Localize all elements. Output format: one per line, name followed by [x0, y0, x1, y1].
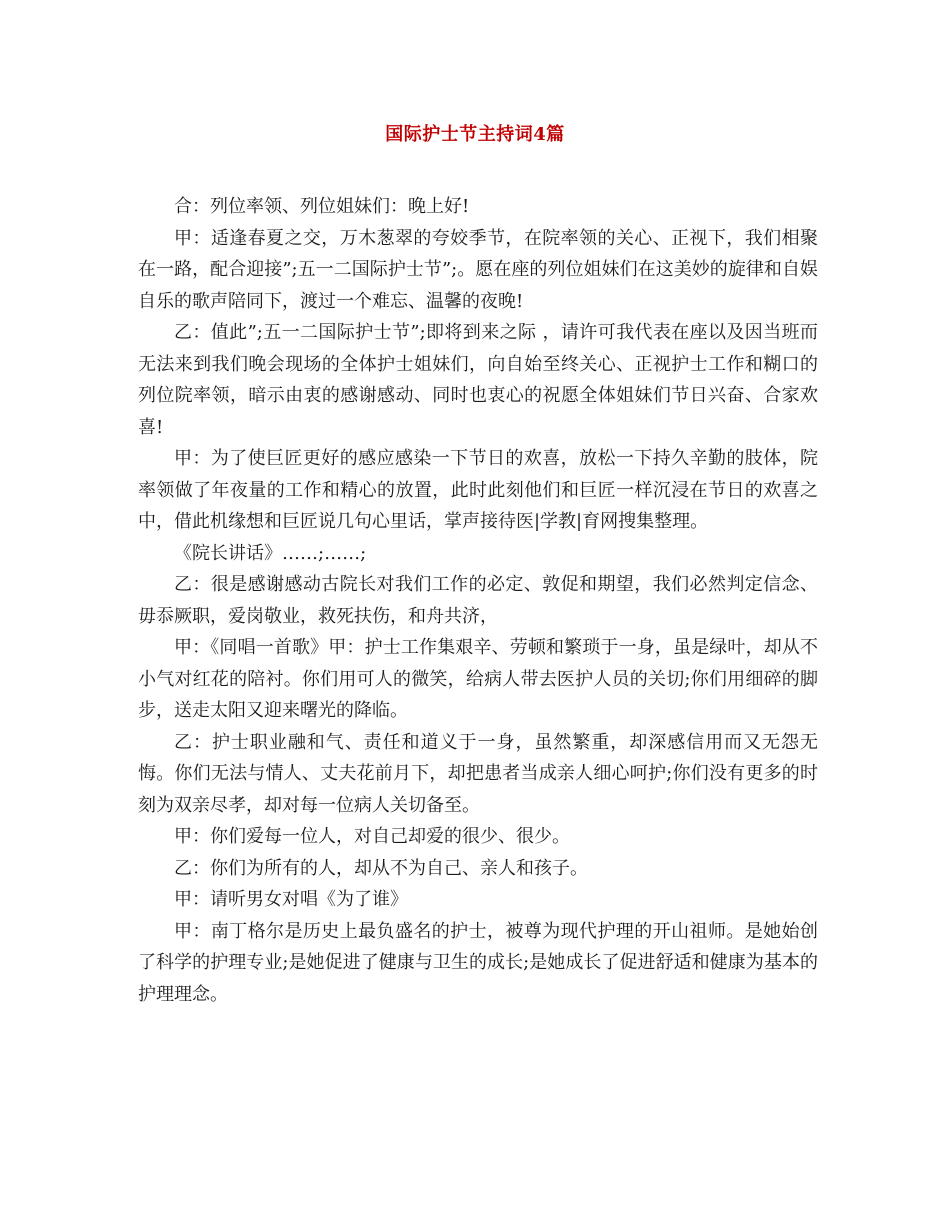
paragraph: 合：列位率领、列位姐妹们：晚上好! [174, 196, 470, 217]
paragraph: 甲：请听男女对唱《为了谁》 [174, 889, 408, 910]
document-body [138, 191, 818, 1010]
paragraph: 甲：南丁格尔是历史上最负盛名的护士，被尊为现代护理的开山祖师。是她始创了科学的护理专业;是她促进了健康与卫生的成长;是她成长了促进舒适和健康为基本的护理理念。 [138, 920, 818, 1005]
paragraph: 《院长讲话》……;……; [174, 542, 367, 564]
paragraph: 甲：适逢春夏之交，万木葱翠的夸姣季节，在院率领的关心、正视下，我们相聚在一路，配合迎接”;五一二国际护士节”;。愿在座的列位姐妹们在这美妙的旋律和自娱自乐的歌声陪同下，渡过一个难忘、温馨的夜晚! [138, 227, 818, 312]
paragraph: 甲：《同唱一首歌》甲：护士工作集艰辛、劳顿和繁琐于一身，虽是绿叶，却从不小气对红花的陪衬。你们用可人的微笑，给病人带去医护人员的关切;你们用细碎的脚步，送走太阳又迎来曙光的降临。 [138, 637, 818, 721]
document-title: 国际护士节主持词4篇 [385, 124, 565, 145]
paragraph: 乙：值此”;五一二国际护士节”;即将到来之际 ，请许可我代表在座以及因当班而无法来到我们晚会现场的全体护士姐妹们，向自始至终关心、正视护士工作和糊口的列位院率领，暗示由衷的感谢感动、同时也衷心的祝愿全体姐妹们节日兴奋、合家欢喜! [138, 322, 818, 438]
paragraph: 甲：为了使巨匠更好的感应感染一下节日的欢喜，放松一下持久辛勤的肢体，院率领做了年夜量的工作和精心的放置，此时此刻他们和巨匠一样沉浸在节日的欢喜之中，借此机缘想和巨匠说几句心里话，掌声接待医|学教|育网搜集整理。 [138, 448, 818, 532]
paragraph: 乙：你们为所有的人，却从不为自己、亲人和孩子。 [174, 857, 588, 879]
paragraph: 乙：护士职业融和气、责任和道义于一身，虽然繁重，却深感信用而又无怨无悔。你们无法与情人、丈夫花前月下，却把患者当成亲人细心呵护;你们没有更多的时刻为双亲尽孝，却对每一位病人关切备至。 [138, 731, 818, 816]
paragraph: 甲：你们爱每一位人，对自己却爱的很少、很少。 [174, 826, 570, 847]
paragraph: 乙：很是感谢感动古院长对我们工作的必定、敦促和期望，我们必然判定信念、毋忝厥职，爱岗敬业，救死扶伤，和舟共济， [138, 574, 818, 627]
